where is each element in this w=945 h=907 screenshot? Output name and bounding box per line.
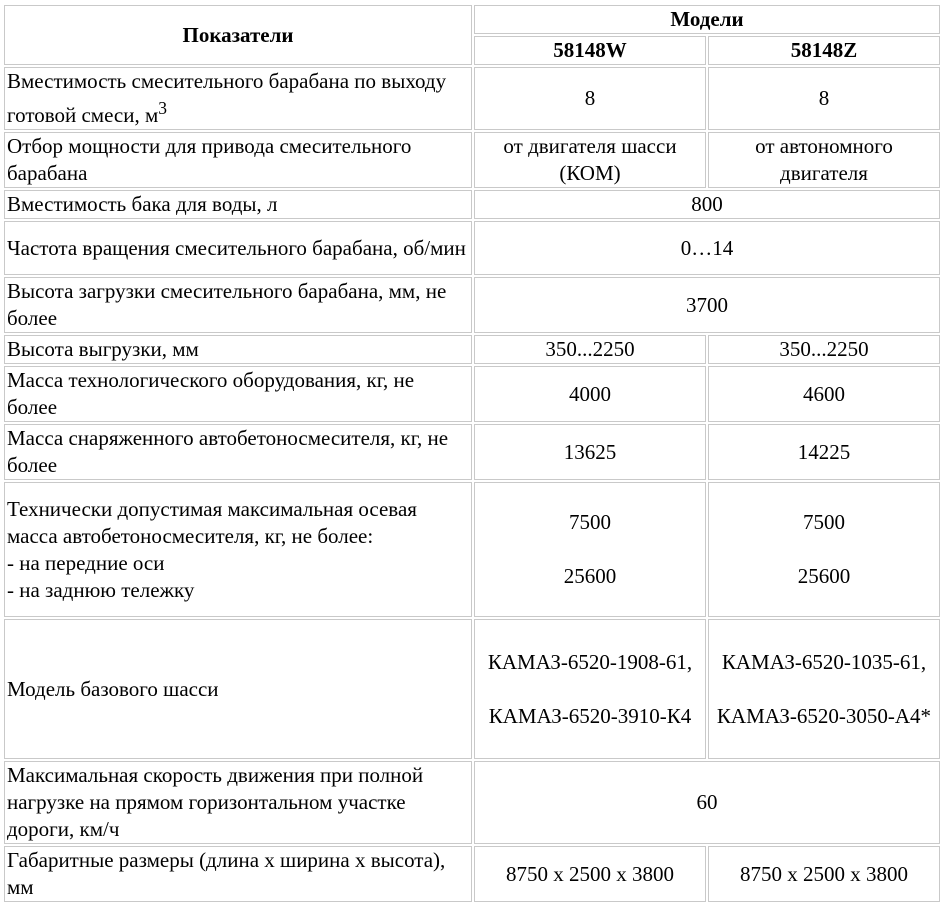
value-58148z: КАМАЗ-6520-1035-61, КАМАЗ-6520-3050-А4* — [708, 619, 940, 759]
row-label: Технически допустимая максимальная осевая масса автобетоносмесителя, кг, не более: - на передние оси - на заднюю тележку — [4, 482, 472, 617]
table-row — [4, 335, 940, 364]
value-58148z: 7500 25600 — [708, 482, 940, 617]
value-58148z: от автономного двигателя — [708, 132, 940, 188]
value-58148z: 4600 — [708, 366, 940, 422]
value-58148w: от двигателя шасси (КОМ) — [474, 132, 706, 188]
row-label: Масса технологического оборудования, кг, не более — [4, 366, 472, 422]
table-row — [4, 424, 940, 480]
models-header: Модели — [474, 5, 940, 34]
row-label: Отбор мощности для привода смесительного барабана — [4, 132, 472, 188]
table-row — [4, 132, 940, 188]
model-58148z-header: 58148Z — [708, 36, 940, 65]
value-shared: 0…14 — [474, 221, 940, 275]
value-shared: 800 — [474, 190, 940, 219]
row-label: Модель базового шасси — [4, 619, 472, 759]
row-label: Высота загрузки смесительного барабана, мм, не более — [4, 277, 472, 333]
row-label: Вместимость бака для воды, л — [4, 190, 472, 219]
spec-table — [2, 3, 942, 904]
value-58148z: 8 — [708, 67, 940, 130]
value-shared: 3700 — [474, 277, 940, 333]
value-58148w: 8750 х 2500 х 3800 — [474, 846, 706, 902]
params-header: Показатели — [4, 5, 472, 65]
table-row — [4, 277, 940, 333]
value-58148w: 13625 — [474, 424, 706, 480]
value-shared: 60 — [474, 761, 940, 844]
value-58148w: 4000 — [474, 366, 706, 422]
row-label: Высота выгрузки, мм — [4, 335, 472, 364]
row-label: Вместимость смесительного барабана по выходу готовой смеси, $м^3$ — [4, 67, 472, 130]
table-row — [4, 482, 940, 617]
value-58148z: 8750 х 2500 х 3800 — [708, 846, 940, 902]
value-58148w: 350...2250 — [474, 335, 706, 364]
row-label: Масса снаряженного автобетоносмесителя, кг, не более — [4, 424, 472, 480]
header-row — [4, 5, 940, 34]
table-row — [4, 846, 940, 902]
row-label: Частота вращения смесительного барабана, об/мин — [4, 221, 472, 275]
value-58148w: 7500 25600 — [474, 482, 706, 617]
table-row — [4, 221, 940, 275]
value-58148w: КАМАЗ-6520-1908-61, КАМАЗ-6520-3910-К4 — [474, 619, 706, 759]
table-row — [4, 761, 940, 844]
model-58148w-header: 58148W — [474, 36, 706, 65]
value-58148z: 14225 — [708, 424, 940, 480]
row-label: Габаритные размеры (длина х ширина х высота), мм — [4, 846, 472, 902]
value-58148z: 350...2250 — [708, 335, 940, 364]
table-row — [4, 67, 940, 130]
table-row — [4, 366, 940, 422]
row-label: Максимальная скорость движения при полной нагрузке на прямом горизонтальном участке дороги, км/ч — [4, 761, 472, 844]
table-row — [4, 619, 940, 759]
value-58148w: 8 — [474, 67, 706, 130]
table-row — [4, 190, 940, 219]
